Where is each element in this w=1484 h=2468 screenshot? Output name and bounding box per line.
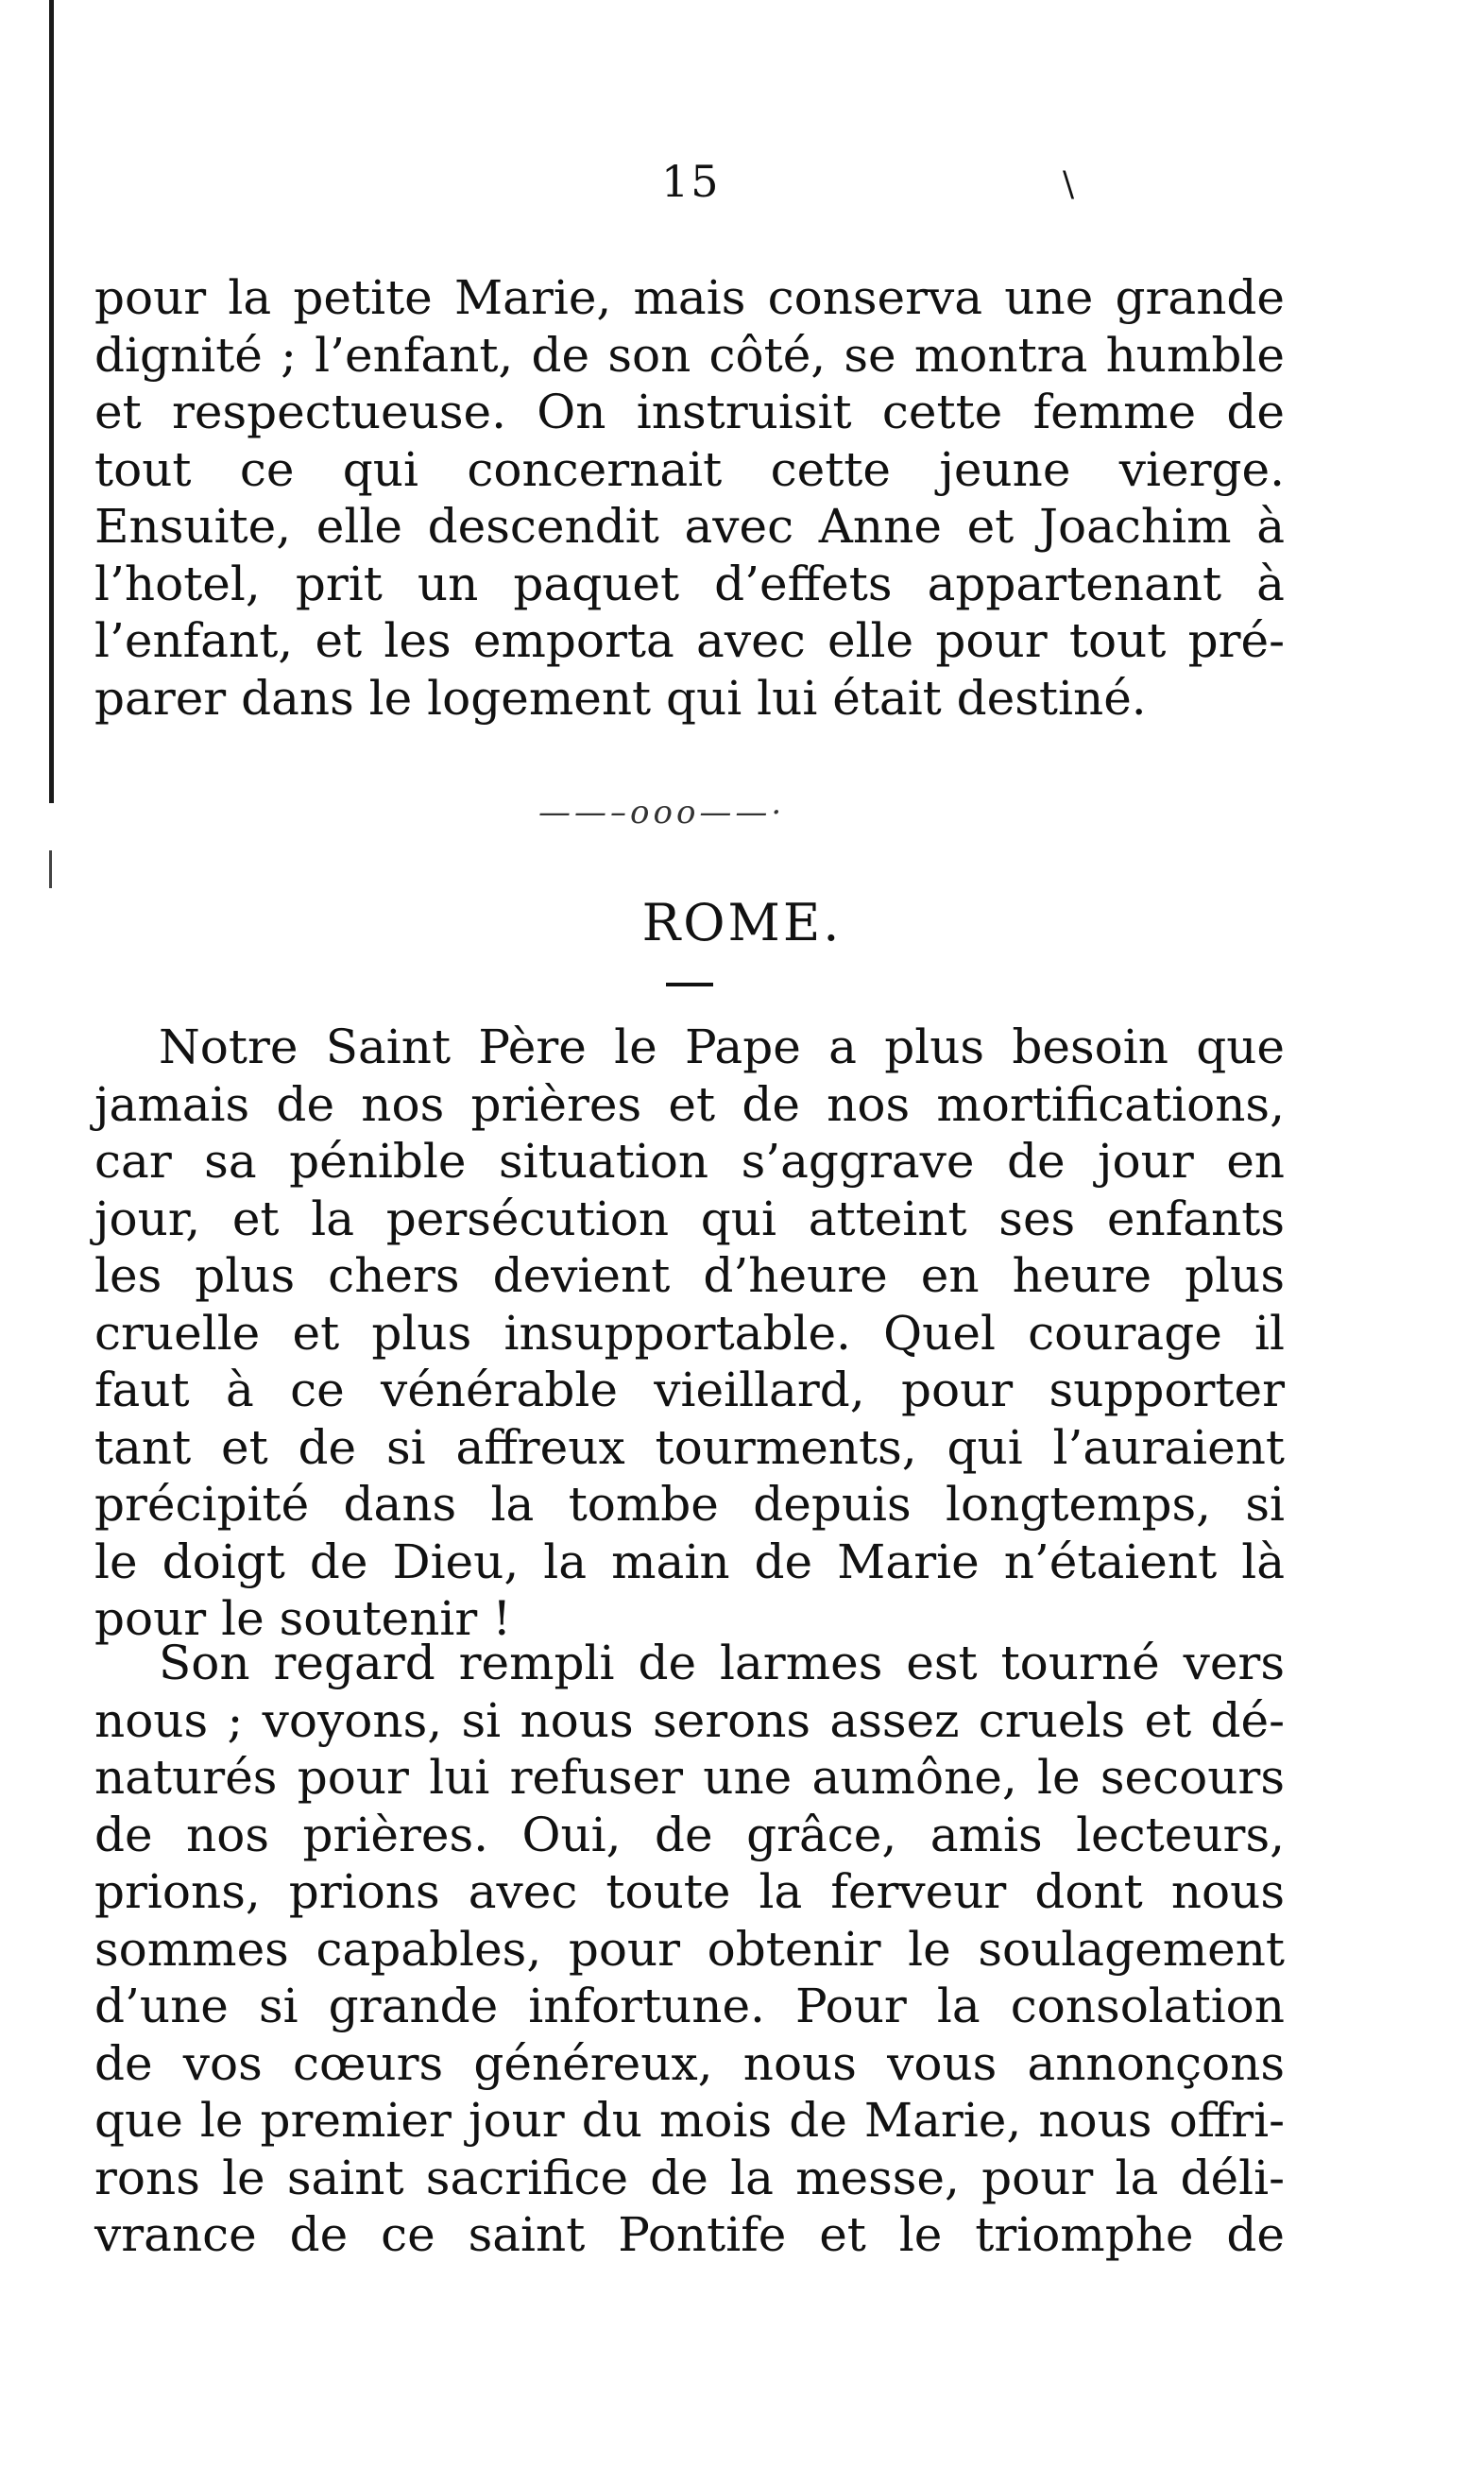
text-line: le doigt de Dieu, la main de Marie n’étaient là <box>94 1534 1285 1589</box>
text-line: l’hotel, prit un paquet d’effets appartenant à <box>94 556 1285 611</box>
text-line: les plus chers devient d’heure en heure plus <box>94 1248 1285 1303</box>
text-line: dignité ; l’enfant, de son côté, se montra humble <box>94 327 1285 383</box>
text-line: précipité dans la tombe depuis longtemps, si <box>94 1477 1285 1532</box>
text-line: parer dans le logement qui lui était destiné. <box>94 670 1147 726</box>
paragraph-1 <box>94 269 1285 727</box>
text-line: sommes capables, pour obtenir le soulagement <box>94 1921 1285 1977</box>
text-line: vrance de ce saint Pontife et le triomphe de <box>94 2207 1285 2262</box>
section-heading: ROME. <box>641 893 843 952</box>
text-line: faut à ce vénérable vieillard, pour supporter <box>94 1363 1285 1417</box>
text-line: rons le saint sacrifice de la messe, pour la déli- <box>94 2150 1285 2205</box>
text-line: Son regard rempli de larmes est tourné vers <box>159 1636 1285 1690</box>
text-line: tant et de si affreux tourments, qui l’auraient <box>94 1419 1285 1475</box>
text-line: que le premier jour du mois de Marie, nous offri- <box>94 2093 1285 2148</box>
text-line: car sa pénible situation s’aggrave de jour en <box>94 1134 1285 1189</box>
page-number: 15 <box>661 156 721 207</box>
text-line: Notre Saint Père le Pape a plus besoin que <box>159 1020 1285 1074</box>
text-line: et respectueuse. On instruisit cette femme de <box>94 385 1285 439</box>
paragraph-2 <box>94 1019 1285 1648</box>
scan-binding-edge <box>49 0 54 803</box>
scan-binding-edge-fragment <box>49 850 52 888</box>
text-line: l’enfant, et les emporta avec elle pour tout pré- <box>94 613 1285 668</box>
text-line: naturés pour lui refuser une aumône, le secours <box>94 1750 1285 1805</box>
section-separator: ——–ooo——· <box>538 794 786 831</box>
text-line: jamais de nos prières et de nos mortifications, <box>94 1076 1285 1132</box>
text-line: prions, prions avec toute la ferveur dont nous <box>94 1864 1285 1919</box>
text-line: Ensuite, elle descendit avec Anne et Joachim à <box>94 499 1285 554</box>
text-line: de vos cœurs généreux, nous vous annonçons <box>94 2035 1285 2091</box>
text-line: tout ce qui concernait cette jeune vierge. <box>94 441 1285 497</box>
heading-rule <box>666 983 713 986</box>
text-line: nous ; voyons, si nous serons assez cruels et dé- <box>94 1692 1285 1748</box>
text-line: pour le soutenir ! <box>94 1591 512 1646</box>
page-mark: \ <box>1063 165 1075 204</box>
text-line: d’une si grande infortune. Pour la consolation <box>94 1979 1285 2033</box>
text-line: de nos prières. Oui, de grâce, amis lecteurs, <box>94 1807 1285 1862</box>
text-line: jour, et la persécution qui atteint ses enfants <box>94 1191 1285 1246</box>
text-line: pour la petite Marie, mais conserva une grande <box>94 270 1285 325</box>
text-line: cruelle et plus insupportable. Quel courage il <box>94 1305 1285 1361</box>
paragraph-3 <box>94 1635 1285 2264</box>
